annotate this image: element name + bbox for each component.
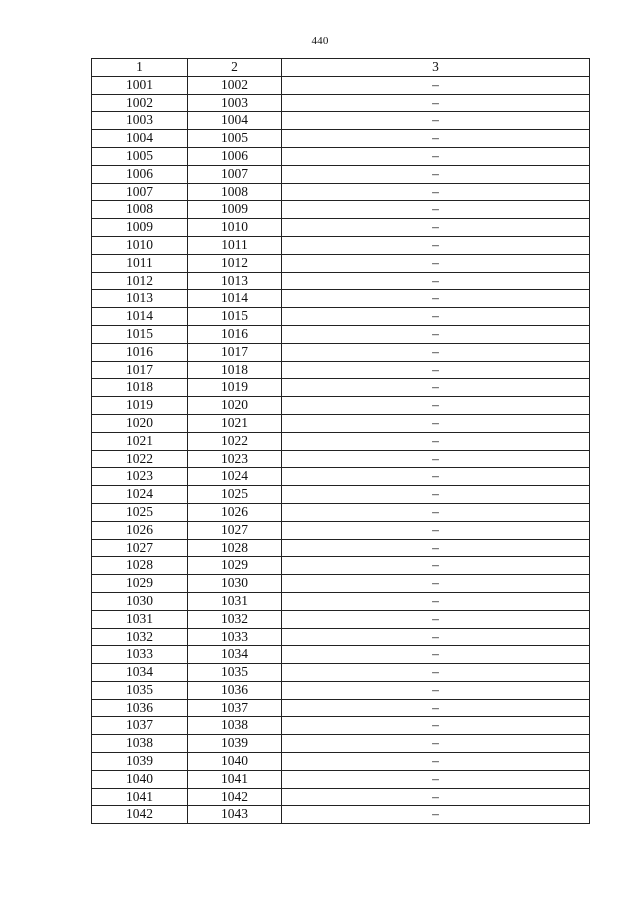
table-row (92, 806, 590, 824)
table-cell-col-1: 1033 (92, 646, 188, 664)
table-cell-col-1: 1013 (92, 290, 188, 308)
table-cell-col-3: – (282, 788, 590, 806)
table-cell-col-3: – (282, 76, 590, 94)
table-row (92, 432, 590, 450)
table-cell-col-1: 1034 (92, 664, 188, 682)
table-cell-col-2: 1004 (188, 112, 282, 130)
table-cell-col-2: 1043 (188, 806, 282, 824)
table-cell-col-2: 1042 (188, 788, 282, 806)
table-cell-col-3: – (282, 806, 590, 824)
table-row (92, 753, 590, 771)
table-cell-col-2: 1015 (188, 308, 282, 326)
table-cell-col-3: – (282, 735, 590, 753)
table-row (92, 361, 590, 379)
table-cell-col-2: 1028 (188, 539, 282, 557)
table-row (92, 272, 590, 290)
table-row (92, 130, 590, 148)
table-cell-col-3: – (282, 468, 590, 486)
table-cell-col-2: 1040 (188, 753, 282, 771)
table-cell-col-2: 1018 (188, 361, 282, 379)
table-cell-col-2: 1007 (188, 165, 282, 183)
table-cell-col-1: 1027 (92, 539, 188, 557)
table-row (92, 539, 590, 557)
column-header-2: 2 (188, 59, 282, 77)
table-cell-col-1: 1036 (92, 699, 188, 717)
table-cell-col-3: – (282, 343, 590, 361)
table-cell-col-2: 1036 (188, 681, 282, 699)
table-cell-col-3: – (282, 521, 590, 539)
table-cell-col-3: – (282, 183, 590, 201)
table-cell-col-1: 1020 (92, 414, 188, 432)
table-row (92, 646, 590, 664)
table-cell-col-2: 1022 (188, 432, 282, 450)
table-cell-col-3: – (282, 147, 590, 165)
table-cell-col-2: 1023 (188, 450, 282, 468)
table-cell-col-2: 1032 (188, 610, 282, 628)
table-cell-col-3: – (282, 236, 590, 254)
table-cell-col-3: – (282, 450, 590, 468)
table-cell-col-1: 1006 (92, 165, 188, 183)
table-row (92, 503, 590, 521)
table-cell-col-2: 1003 (188, 94, 282, 112)
table-cell-col-2: 1024 (188, 468, 282, 486)
table-cell-col-1: 1001 (92, 76, 188, 94)
page-number: 440 (311, 35, 329, 47)
table-cell-col-1: 1023 (92, 468, 188, 486)
table-row (92, 735, 590, 753)
table-cell-col-2: 1027 (188, 521, 282, 539)
table-row (92, 699, 590, 717)
table-cell-col-1: 1022 (92, 450, 188, 468)
table-cell-col-1: 1024 (92, 486, 188, 504)
table-cell-col-1: 1012 (92, 272, 188, 290)
table-cell-col-1: 1032 (92, 628, 188, 646)
table-row (92, 770, 590, 788)
table-row (92, 254, 590, 272)
table-row (92, 308, 590, 326)
table-row (92, 592, 590, 610)
table-cell-col-1: 1041 (92, 788, 188, 806)
table-cell-col-1: 1004 (92, 130, 188, 148)
table-cell-col-1: 1019 (92, 397, 188, 415)
column-header-1: 1 (92, 59, 188, 77)
table-row (92, 236, 590, 254)
table-cell-col-3: – (282, 753, 590, 771)
table-row (92, 290, 590, 308)
table-row (92, 379, 590, 397)
table-cell-col-3: – (282, 575, 590, 593)
table-cell-col-2: 1006 (188, 147, 282, 165)
table-cell-col-1: 1030 (92, 592, 188, 610)
table-cell-col-3: – (282, 557, 590, 575)
table-cell-col-3: – (282, 432, 590, 450)
table-cell-col-2: 1008 (188, 183, 282, 201)
table-cell-col-1: 1028 (92, 557, 188, 575)
table-cell-col-2: 1013 (188, 272, 282, 290)
table-row (92, 521, 590, 539)
table-cell-col-1: 1031 (92, 610, 188, 628)
table-cell-col-2: 1005 (188, 130, 282, 148)
table-row (92, 183, 590, 201)
table-row (92, 681, 590, 699)
table-cell-col-1: 1018 (92, 379, 188, 397)
table-cell-col-3: – (282, 325, 590, 343)
column-header-3: 3 (282, 59, 590, 77)
table-cell-col-3: – (282, 112, 590, 130)
table-cell-col-3: – (282, 699, 590, 717)
table-cell-col-3: – (282, 681, 590, 699)
table-cell-col-1: 1003 (92, 112, 188, 130)
table-cell-col-2: 1009 (188, 201, 282, 219)
table-cell-col-2: 1025 (188, 486, 282, 504)
table-cell-col-3: – (282, 610, 590, 628)
table-row (92, 219, 590, 237)
table-row (92, 664, 590, 682)
table-cell-col-3: – (282, 165, 590, 183)
table-cell-col-1: 1042 (92, 806, 188, 824)
table-cell-col-3: – (282, 486, 590, 504)
table-header (92, 59, 590, 77)
table-cell-col-1: 1035 (92, 681, 188, 699)
table-cell-col-3: – (282, 592, 590, 610)
table-cell-col-1: 1011 (92, 254, 188, 272)
table-row (92, 165, 590, 183)
table-cell-col-3: – (282, 308, 590, 326)
table-cell-col-3: – (282, 290, 590, 308)
data-table (91, 58, 590, 824)
table-row (92, 76, 590, 94)
table-cell-col-3: – (282, 130, 590, 148)
table-cell-col-3: – (282, 254, 590, 272)
table-cell-col-1: 1016 (92, 343, 188, 361)
table-cell-col-3: – (282, 628, 590, 646)
table-cell-col-3: – (282, 646, 590, 664)
table-cell-col-1: 1039 (92, 753, 188, 771)
table-cell-col-2: 1019 (188, 379, 282, 397)
table-cell-col-1: 1017 (92, 361, 188, 379)
table-cell-col-1: 1009 (92, 219, 188, 237)
table-cell-col-3: – (282, 272, 590, 290)
table-cell-col-2: 1014 (188, 290, 282, 308)
table-cell-col-1: 1038 (92, 735, 188, 753)
table-cell-col-3: – (282, 503, 590, 521)
table-cell-col-2: 1020 (188, 397, 282, 415)
table-row (92, 201, 590, 219)
table-row (92, 788, 590, 806)
table-cell-col-3: – (282, 664, 590, 682)
table-cell-col-1: 1010 (92, 236, 188, 254)
table-cell-col-2: 1021 (188, 414, 282, 432)
table-cell-col-3: – (282, 414, 590, 432)
table-cell-col-2: 1017 (188, 343, 282, 361)
table-cell-col-2: 1039 (188, 735, 282, 753)
table-cell-col-1: 1029 (92, 575, 188, 593)
table-cell-col-2: 1041 (188, 770, 282, 788)
table-cell-col-2: 1010 (188, 219, 282, 237)
table-row (92, 325, 590, 343)
table-row (92, 575, 590, 593)
table-cell-col-2: 1038 (188, 717, 282, 735)
table-cell-col-1: 1026 (92, 521, 188, 539)
table-cell-col-1: 1025 (92, 503, 188, 521)
table-cell-col-1: 1007 (92, 183, 188, 201)
table-cell-col-3: – (282, 397, 590, 415)
table-cell-col-2: 1031 (188, 592, 282, 610)
table-row (92, 468, 590, 486)
table-row (92, 557, 590, 575)
table-cell-col-2: 1037 (188, 699, 282, 717)
table-row (92, 717, 590, 735)
table-row (92, 343, 590, 361)
table-cell-col-1: 1002 (92, 94, 188, 112)
table-cell-col-2: 1033 (188, 628, 282, 646)
table-row (92, 628, 590, 646)
table-cell-col-2: 1034 (188, 646, 282, 664)
table-cell-col-2: 1029 (188, 557, 282, 575)
table-cell-col-2: 1030 (188, 575, 282, 593)
table-cell-col-3: – (282, 94, 590, 112)
table-cell-col-3: – (282, 770, 590, 788)
table-cell-col-3: – (282, 201, 590, 219)
table-row (92, 94, 590, 112)
table-cell-col-3: – (282, 717, 590, 735)
table-cell-col-1: 1008 (92, 201, 188, 219)
table-cell-col-2: 1016 (188, 325, 282, 343)
table-cell-col-2: 1012 (188, 254, 282, 272)
table-header-row (92, 59, 590, 77)
table-cell-col-3: – (282, 539, 590, 557)
table-row (92, 414, 590, 432)
table-row (92, 486, 590, 504)
table-cell-col-3: – (282, 361, 590, 379)
table-cell-col-2: 1035 (188, 664, 282, 682)
table-body (92, 76, 590, 823)
table-cell-col-2: 1002 (188, 76, 282, 94)
table-cell-col-3: – (282, 379, 590, 397)
table-row (92, 450, 590, 468)
table-cell-col-1: 1015 (92, 325, 188, 343)
table-row (92, 610, 590, 628)
table-cell-col-3: – (282, 219, 590, 237)
table-cell-col-1: 1021 (92, 432, 188, 450)
table-cell-col-1: 1014 (92, 308, 188, 326)
table-cell-col-2: 1026 (188, 503, 282, 521)
table-row (92, 147, 590, 165)
table-row (92, 397, 590, 415)
table-cell-col-1: 1040 (92, 770, 188, 788)
table-row (92, 112, 590, 130)
table-cell-col-2: 1011 (188, 236, 282, 254)
table-cell-col-1: 1037 (92, 717, 188, 735)
table-cell-col-1: 1005 (92, 147, 188, 165)
